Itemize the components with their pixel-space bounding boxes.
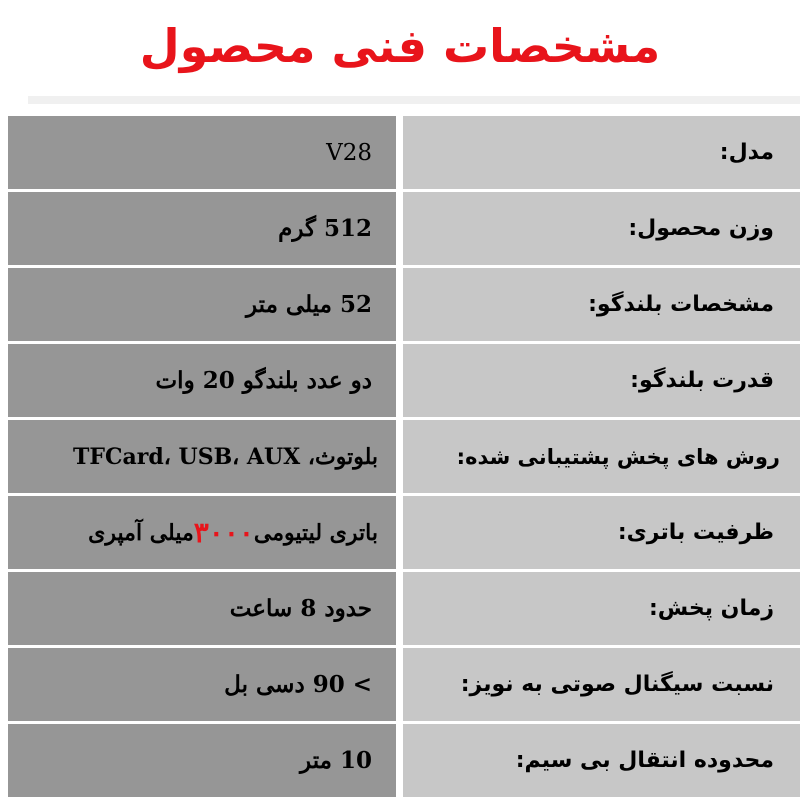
spec-label bbox=[403, 192, 800, 265]
spec-value bbox=[8, 268, 396, 341]
spec-label-text: ظرفیت باتری: bbox=[617, 520, 774, 545]
spec-label bbox=[403, 724, 800, 797]
spec-value bbox=[8, 572, 396, 645]
spec-label-text: قدرت بلندگو: bbox=[630, 368, 774, 393]
spec-value-unit: میلی آمپری bbox=[88, 519, 194, 546]
spec-label-text: روش های پخش پشتیبانی شده: bbox=[456, 444, 780, 469]
spec-value-text: 10 متر bbox=[300, 747, 372, 774]
spec-value bbox=[8, 192, 396, 265]
spec-value-text: دو عدد بلندگو 20 وات bbox=[155, 367, 372, 394]
spec-label-text: مشخصات بلندگو: bbox=[588, 292, 774, 317]
spec-value bbox=[8, 496, 396, 569]
spec-value bbox=[8, 344, 396, 417]
spec-label bbox=[403, 496, 800, 569]
spec-label-text: وزن محصول: bbox=[628, 216, 774, 241]
spec-label bbox=[403, 344, 800, 417]
spec-value bbox=[8, 648, 396, 721]
spec-label bbox=[403, 268, 800, 341]
spec-label bbox=[403, 420, 800, 493]
spec-value-text: > 90 دسی بل bbox=[224, 671, 372, 698]
spec-label bbox=[403, 572, 800, 645]
battery-capacity-highlight: ۳۰۰۰ bbox=[193, 516, 254, 549]
spec-label-text: مدل: bbox=[719, 140, 774, 165]
spec-value-text: V28 bbox=[326, 139, 372, 166]
spec-value-text: 512 گرم bbox=[278, 215, 372, 242]
spec-value-text: 52 میلی متر bbox=[245, 291, 372, 318]
spec-value bbox=[8, 116, 396, 189]
spec-value bbox=[8, 420, 396, 493]
page-title: مشخصات فنی محصول bbox=[139, 19, 661, 73]
spec-label bbox=[403, 648, 800, 721]
table-top-strip bbox=[28, 96, 800, 104]
spec-value-text: حدود 8 ساعت bbox=[229, 595, 372, 622]
spec-label bbox=[403, 116, 800, 189]
spec-value-text: باتری لیتیومی bbox=[253, 519, 378, 546]
spec-value bbox=[8, 724, 396, 797]
spec-label-text: زمان پخش: bbox=[649, 596, 774, 621]
spec-label-text: محدوده انتقال بی سیم: bbox=[515, 748, 774, 773]
spec-label-text: نسبت سیگنال صوتی به نویز: bbox=[460, 672, 774, 697]
column-divider bbox=[396, 116, 403, 800]
spec-value-text: بلوتوث، TFCard، USB، AUX bbox=[73, 443, 378, 470]
